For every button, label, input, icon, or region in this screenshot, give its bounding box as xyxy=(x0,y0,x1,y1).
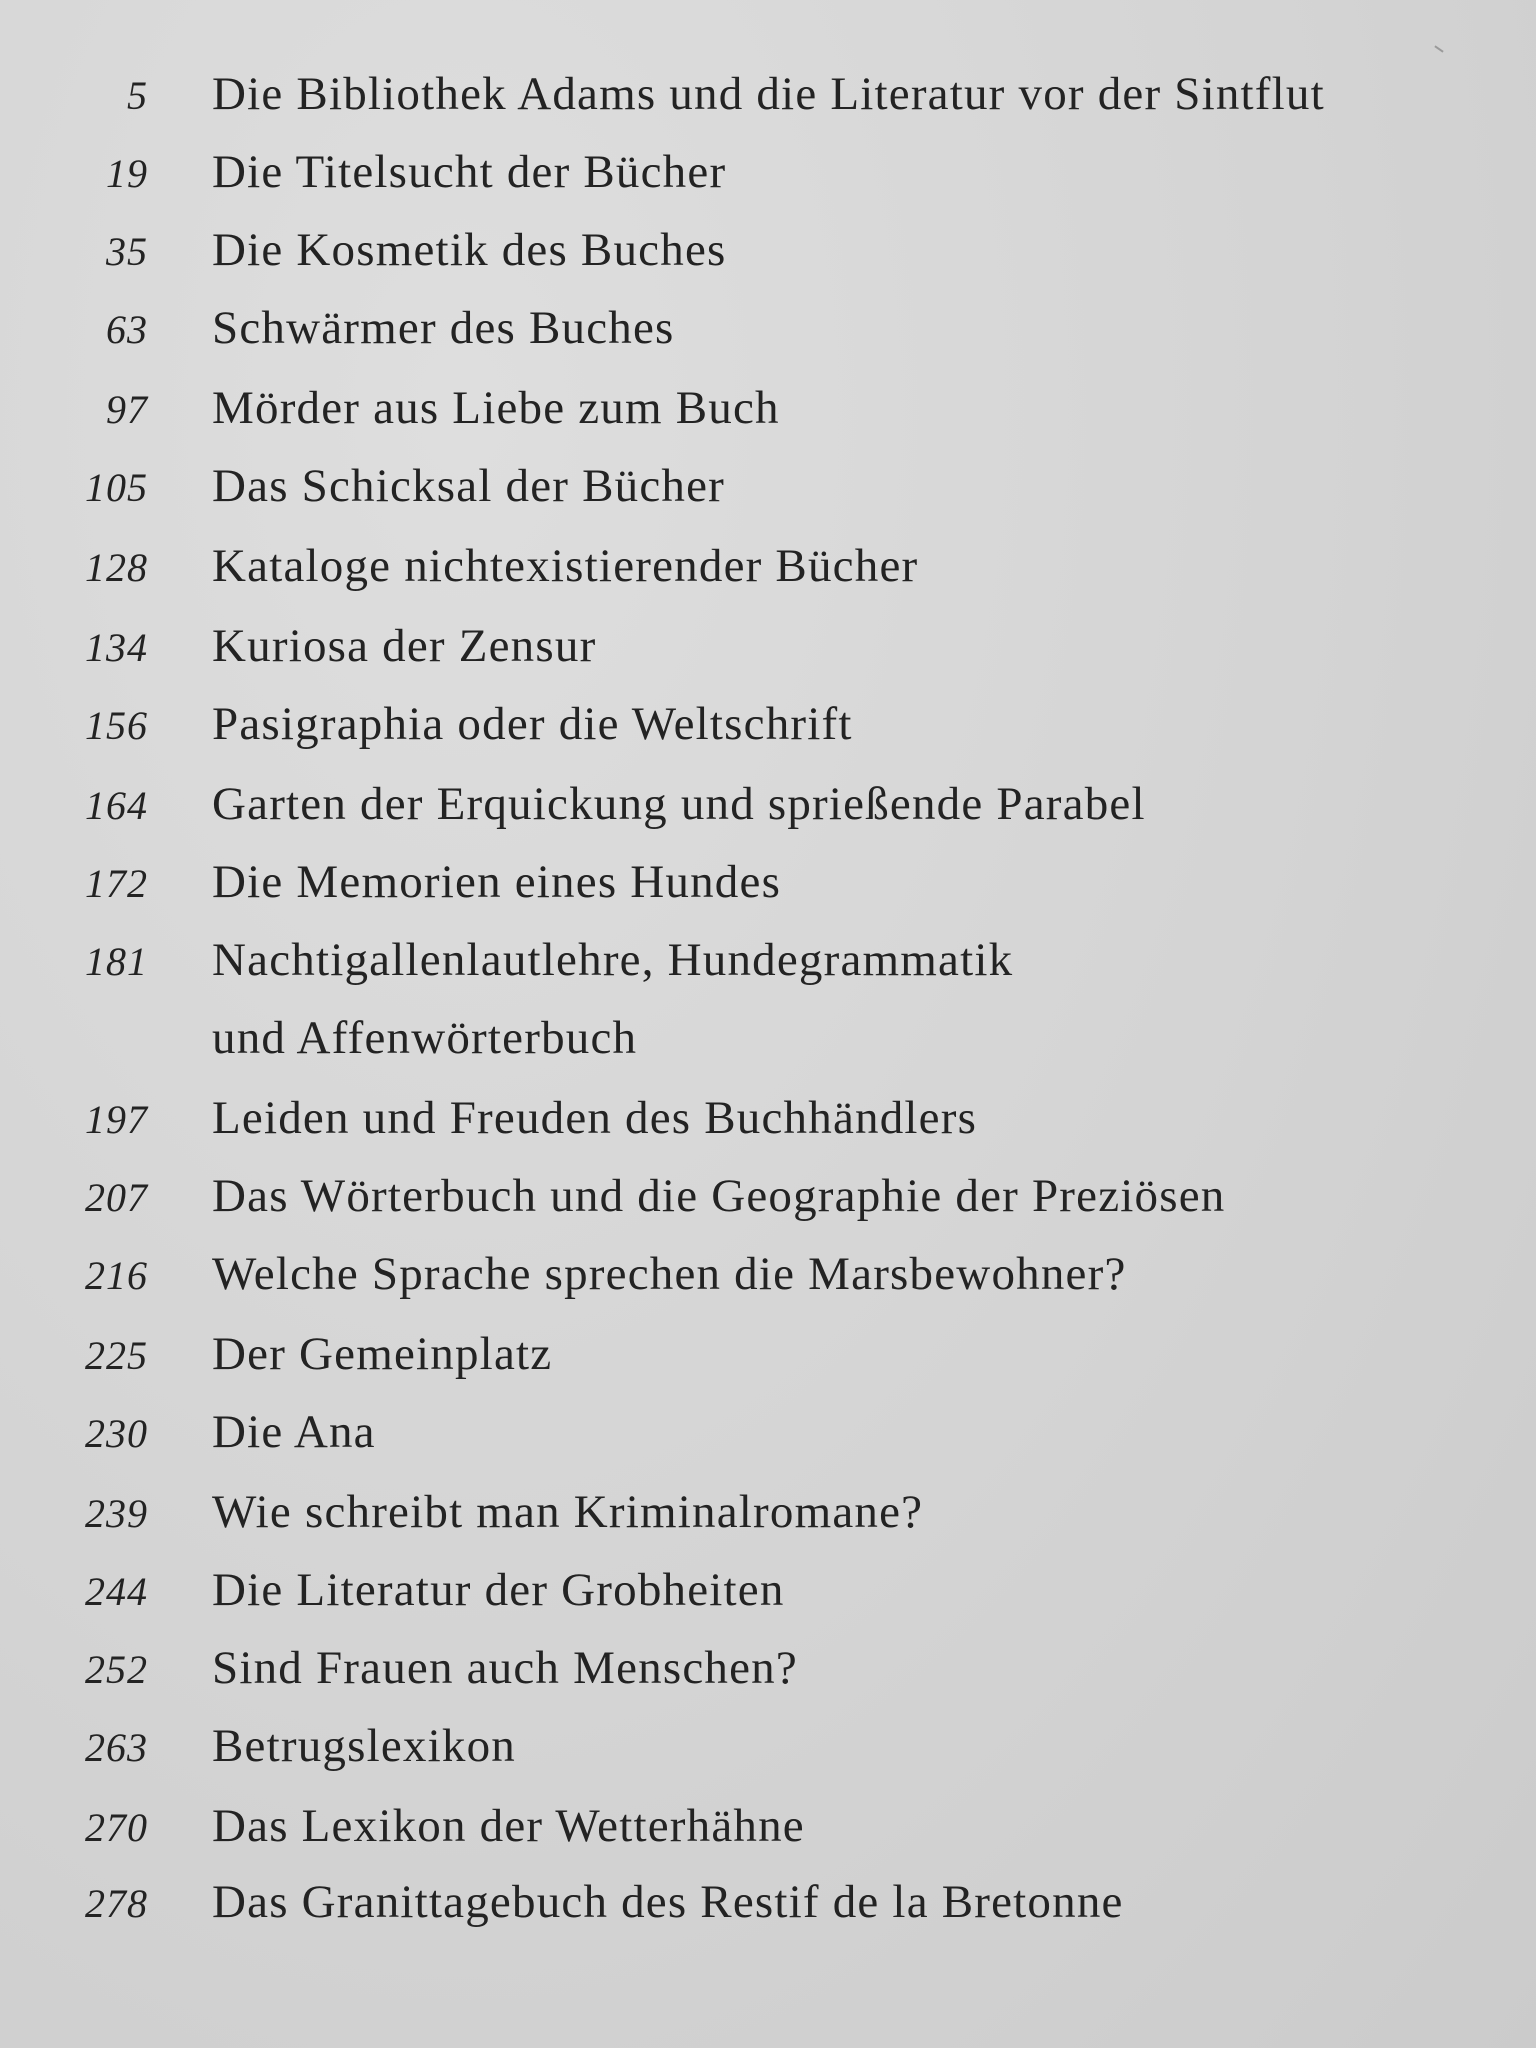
toc-entry xyxy=(0,380,1536,460)
chapter-title: Die Kosmetik des Buches xyxy=(212,224,727,276)
chapter-title: Der Gemeinplatz xyxy=(212,1328,553,1380)
toc-entry xyxy=(0,932,1536,1092)
chapter-title: Garten der Erquickung und sprießende Parabel xyxy=(212,778,1146,830)
chapter-title: Kataloge nichtexistierender Bücher xyxy=(212,540,919,592)
toc-entry xyxy=(0,696,1536,776)
toc-entry xyxy=(0,1562,1536,1642)
page-number: 134 xyxy=(85,625,148,670)
chapter-title: Das Wörterbuch und die Geographie der Preziösen xyxy=(212,1170,1226,1222)
toc-entry xyxy=(0,66,1536,146)
page-number: 252 xyxy=(85,1647,148,1692)
page-number: 216 xyxy=(85,1253,148,1298)
chapter-title: Wie schreibt man Kriminalromane? xyxy=(212,1486,924,1538)
paper-mark xyxy=(1434,45,1443,52)
chapter-title: Kuriosa der Zensur xyxy=(212,620,597,672)
page-number: 225 xyxy=(85,1333,148,1378)
chapter-title: Pasigraphia oder die Weltschrift xyxy=(212,698,853,750)
toc-entry xyxy=(0,1718,1536,1798)
chapter-title-continuation: und Affenwörterbuch xyxy=(212,1012,638,1064)
chapter-title: Die Memorien eines Hundes xyxy=(212,856,782,908)
page-number: 239 xyxy=(85,1491,148,1536)
toc-entry xyxy=(0,538,1536,618)
toc-entry xyxy=(0,458,1536,538)
chapter-title: Das Schicksal der Bücher xyxy=(212,460,726,512)
page-number: 63 xyxy=(106,307,148,352)
chapter-title: Schwärmer des Buches xyxy=(212,302,675,354)
chapter-title: Mörder aus Liebe zum Buch xyxy=(212,382,780,434)
page-number: 172 xyxy=(85,861,148,906)
page-number: 278 xyxy=(85,1881,148,1926)
chapter-title: Das Lexikon der Wetterhähne xyxy=(212,1800,805,1852)
page-number: 97 xyxy=(106,387,148,432)
chapter-title: Die Literatur der Grobheiten xyxy=(212,1564,785,1616)
toc-entry xyxy=(0,1874,1536,1954)
chapter-title: Die Bibliothek Adams und die Literatur vor der Sintflut xyxy=(212,68,1325,120)
toc-entry xyxy=(0,1640,1536,1720)
toc-entry xyxy=(0,1404,1536,1484)
toc-entry xyxy=(0,300,1536,380)
page-number: 164 xyxy=(85,783,148,828)
page-number: 207 xyxy=(85,1175,148,1220)
chapter-title: Welche Sprache sprechen die Marsbewohner? xyxy=(212,1248,1127,1300)
page-number: 230 xyxy=(85,1411,148,1456)
page-number: 156 xyxy=(85,703,148,748)
page-number: 128 xyxy=(85,545,148,590)
toc-entry xyxy=(0,1326,1536,1406)
chapter-title: Nachtigallenlautlehre, Hundegrammatik xyxy=(212,934,1014,986)
chapter-title: Betrugslexikon xyxy=(212,1720,516,1772)
page-number: 19 xyxy=(106,151,148,196)
toc-entry xyxy=(0,222,1536,302)
chapter-title: Die Titelsucht der Bücher xyxy=(212,146,727,198)
toc-entry xyxy=(0,776,1536,856)
page-number: 263 xyxy=(85,1725,148,1770)
page-number: 181 xyxy=(85,939,148,984)
toc-entry xyxy=(0,1246,1536,1326)
toc-entry xyxy=(0,144,1536,224)
toc-entry xyxy=(0,854,1536,934)
page-number: 244 xyxy=(85,1569,148,1614)
toc-entry xyxy=(0,1090,1536,1170)
chapter-title: Die Ana xyxy=(212,1406,376,1458)
toc-entry xyxy=(0,618,1536,698)
toc-entry xyxy=(0,1168,1536,1248)
page-number: 105 xyxy=(85,465,148,510)
page-number: 270 xyxy=(85,1805,148,1850)
chapter-title: Sind Frauen auch Menschen? xyxy=(212,1642,798,1694)
page-number: 35 xyxy=(106,229,148,274)
chapter-title: Das Granittagebuch des Restif de la Bretonne xyxy=(212,1876,1124,1928)
toc-entry xyxy=(0,1798,1536,1878)
chapter-title: Leiden und Freuden des Buchhändlers xyxy=(212,1092,978,1144)
page-number: 197 xyxy=(85,1097,148,1142)
page-number: 5 xyxy=(127,73,148,118)
toc-entry xyxy=(0,1484,1536,1564)
